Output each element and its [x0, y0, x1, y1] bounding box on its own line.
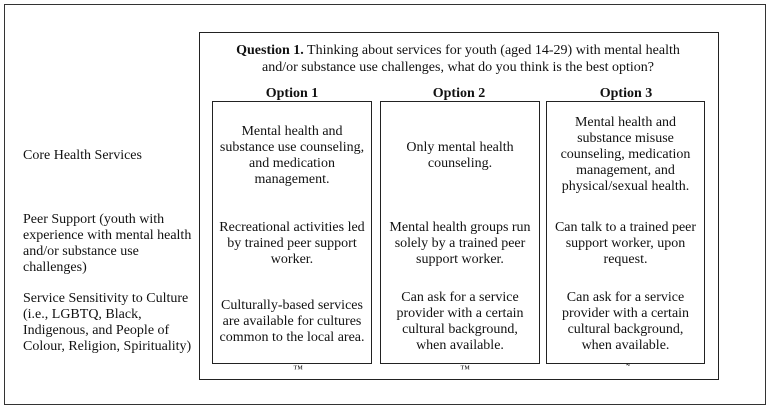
- option-2-header: Option 2: [432, 86, 486, 101]
- option-1-mark: ™: [293, 364, 303, 375]
- option-2-peer-support: Mental health groups run solely by a trained peer support worker.: [389, 220, 531, 267]
- option-3-mark: ˜: [626, 361, 630, 375]
- option-1-peer-support: Recreational activities led by trained peer support worker.: [219, 220, 365, 267]
- option-1-core-health: Mental health and substance use counseling, and medication management.: [219, 124, 365, 187]
- question-body: Thinking about services for youth (aged 14-29) with mental health and/or substance use challenges, what do you think is the best option?: [262, 43, 680, 75]
- row-label-core-health: Core Health Services: [23, 148, 142, 163]
- option-3-header: Option 3: [599, 86, 653, 101]
- option-2-culture: Can ask for a service provider with a certain cultural background, when available.: [396, 290, 524, 353]
- option-2-mark: ™: [460, 364, 470, 375]
- option-1-header: Option 1: [265, 86, 319, 101]
- row-label-culture: Service Sensitivity to Culture (i.e., LGBTQ, Black, Indigenous, and People of Colour, Religion, Spirituality): [23, 291, 192, 354]
- option-3-peer-support: Can talk to a trained peer support worker, upon request.: [554, 220, 697, 267]
- option-2-core-health: Only mental health counseling.: [406, 140, 514, 171]
- row-label-peer-support: Peer Support (youth with experience with mental health and/or substance use challenges): [23, 212, 192, 275]
- option-1-culture: Culturally-based services are available for cultures common to the local area.: [219, 298, 365, 345]
- option-3-culture: Can ask for a service provider with a certain cultural background, when available.: [561, 290, 690, 353]
- option-3-core-health: Mental health and substance misuse counseling, medication management, and physical/sexual health.: [560, 115, 691, 194]
- question-number: Question 1.: [236, 43, 304, 58]
- question-text: [218, 42, 698, 76]
